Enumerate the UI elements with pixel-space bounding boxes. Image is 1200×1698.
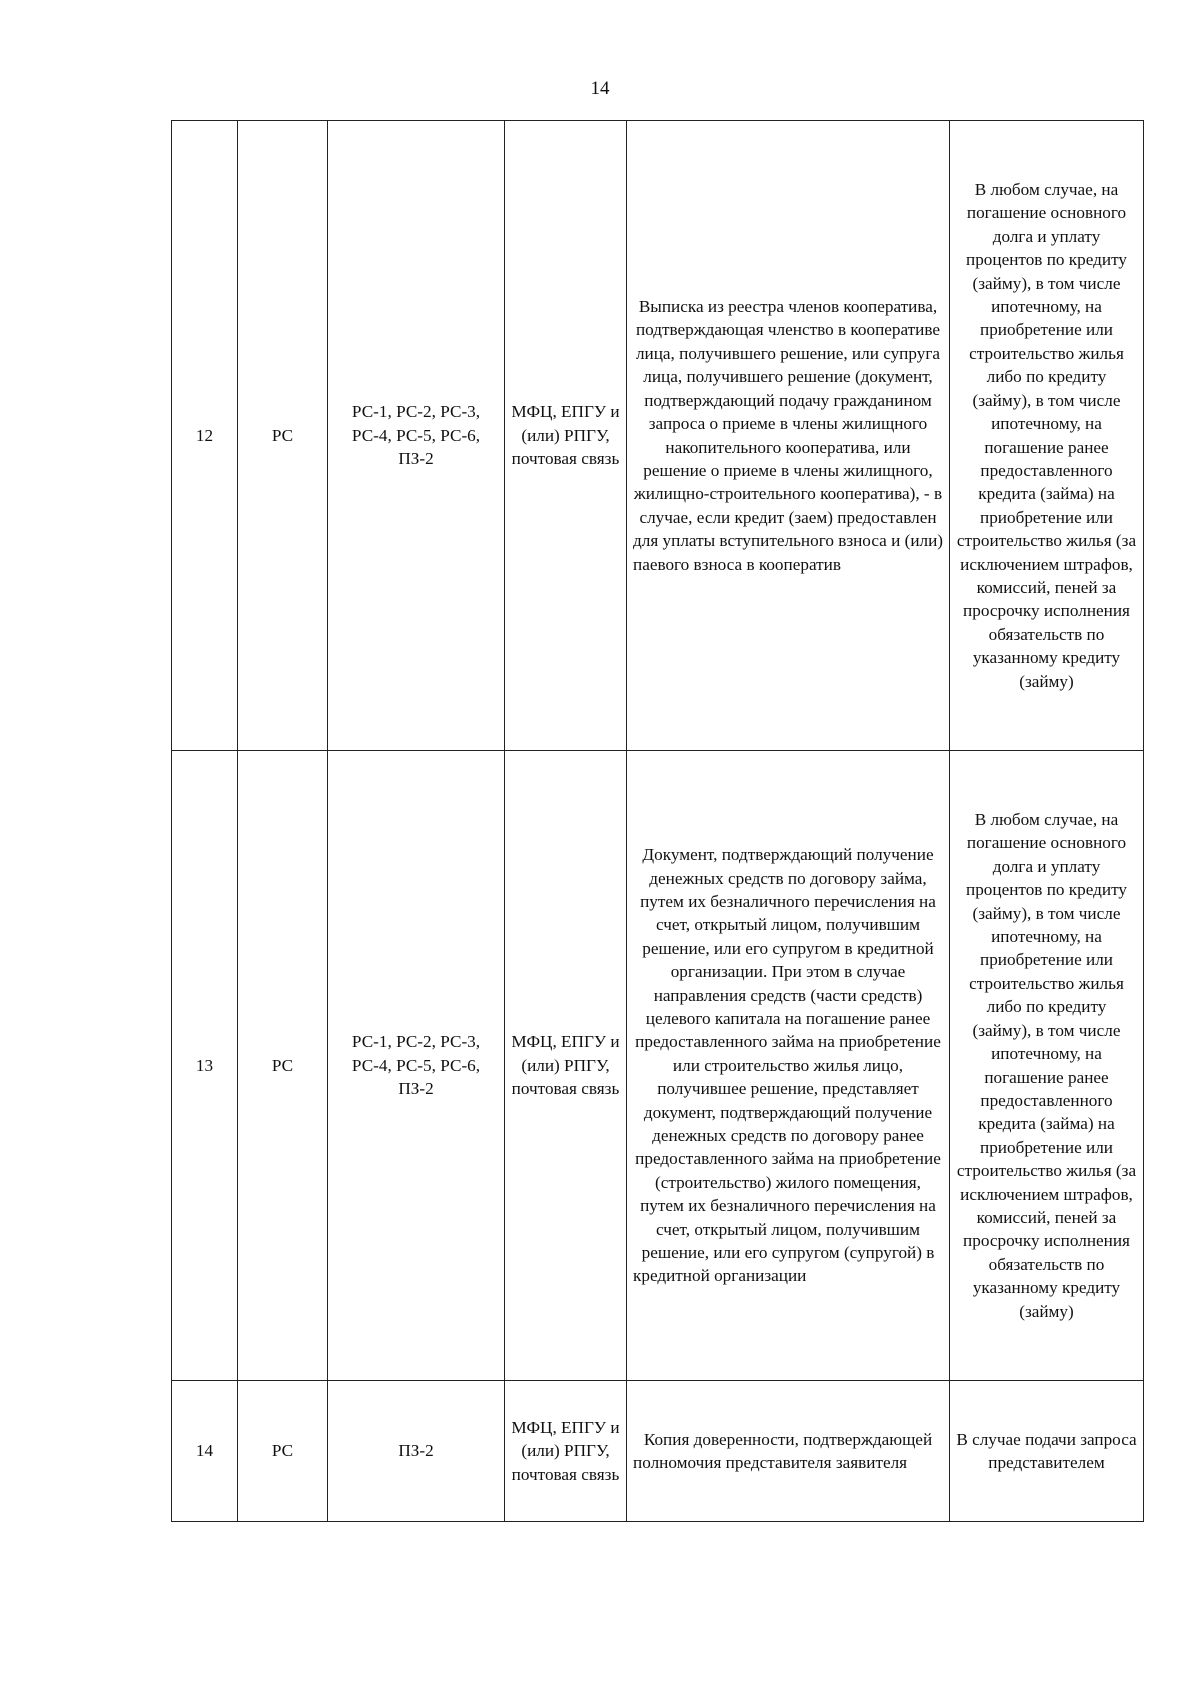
row-code: РС bbox=[238, 121, 328, 751]
row-condition: В любом случае, на погашение основного долга и уплату процентов по кредиту (займу), в том числе ипотечному, на приобретение или строительство жилья либо по кредиту (займу), в том числе ипотечному, на погашение ранее предоставленного кредита (займа) на приобретение или строительство жилья (за исключением штрафов, комиссий, пеней за просрочку исполнения обязательств по указанному кредиту (займу) bbox=[950, 121, 1144, 751]
row-channels: МФЦ, ЕПГУ и (или) РПГУ, почтовая связь bbox=[505, 121, 627, 751]
row-description: Копия доверенности, подтверждающей полномочия представителя заявителя bbox=[627, 1381, 950, 1522]
row-number: 13 bbox=[172, 751, 238, 1381]
table-row bbox=[172, 751, 1144, 1381]
row-number: 12 bbox=[172, 121, 238, 751]
row-description: Выписка из реестра членов кооператива, подтверждающая членство в кооперативе лица, получившего решение, или супруга лица, получившего решение (документ, подтверждающий подачу гражданином запроса о приеме в члены жилищного накопительного кооператива, или решение о приеме в члены жилищного, жилищно-строительного кооператива), - в случае, если кредит (заем) предоставлен для уплаты вступительного взноса и (или) паевого взноса в кооператив bbox=[627, 121, 950, 751]
row-documents: РС-1, РС-2, РС-3, РС-4, РС-5, РС-6, ПЗ-2 bbox=[328, 121, 505, 751]
page-number: 14 bbox=[590, 78, 610, 99]
row-description: Документ, подтверждающий получение денежных средств по договору займа, путем их безналичного перечисления на счет, открытый лицом, получившим решение, или его супругом в кредитной организации. При этом в случае направления средств (части средств) целевого капитала на погашение ранее предоставленного займа на приобретение или строительство жилья лицо, получившее решение, представляет документ, подтверждающий получение денежных средств по договору ранее предоставленного займа на приобретение (строительство) жилого помещения, путем их безналичного перечисления на счет, открытый лицом, получившим решение, или его супругом (супругой) в кредитной организации bbox=[627, 751, 950, 1381]
table-row bbox=[172, 1381, 1144, 1522]
row-code: РС bbox=[238, 1381, 328, 1522]
row-condition: В любом случае, на погашение основного долга и уплату процентов по кредиту (займу), в том числе ипотечному, на приобретение или строительство жилья либо по кредиту (займу), в том числе ипотечному, на погашение ранее предоставленного кредита (займа) на приобретение или строительство жилья (за исключением штрафов, комиссий, пеней за просрочку исполнения обязательств по указанному кредиту (займу) bbox=[950, 751, 1144, 1381]
table-row bbox=[172, 121, 1144, 751]
row-code: РС bbox=[238, 751, 328, 1381]
row-channels: МФЦ, ЕПГУ и (или) РПГУ, почтовая связь bbox=[505, 1381, 627, 1522]
row-condition: В случае подачи запроса представителем bbox=[950, 1381, 1144, 1522]
row-documents: РС-1, РС-2, РС-3, РС-4, РС-5, РС-6, ПЗ-2 bbox=[328, 751, 505, 1381]
row-channels: МФЦ, ЕПГУ и (или) РПГУ, почтовая связь bbox=[505, 751, 627, 1381]
row-documents: ПЗ-2 bbox=[328, 1381, 505, 1522]
documents-table bbox=[171, 120, 1144, 1522]
row-number: 14 bbox=[172, 1381, 238, 1522]
